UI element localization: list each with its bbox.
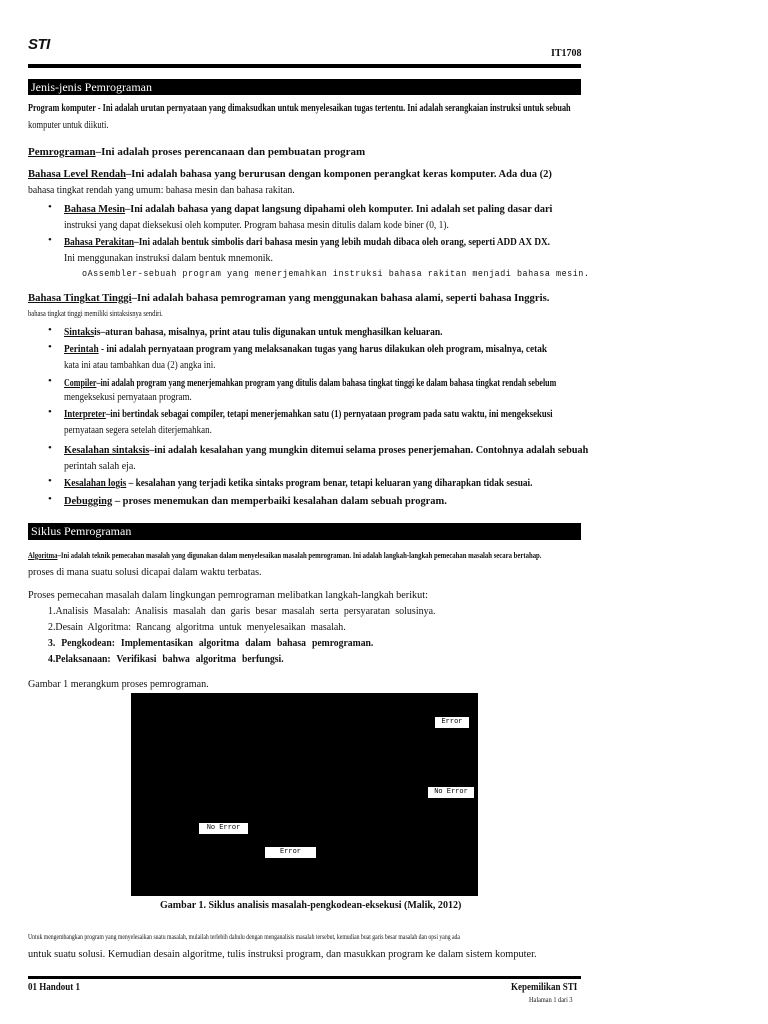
- paragraph-line: [28, 184, 331, 197]
- section-title-jenis: Jenis-jenis Pemrograman: [28, 79, 581, 95]
- text-line: 3. Pengkodean: Implementasikan algoritma dalam bahasa pemrograman.: [48, 637, 374, 649]
- document-code: IT1708: [551, 48, 582, 59]
- bullet-interpreter: [64, 408, 626, 421]
- text-line: Untuk mengembangkan program yang menyelesaikan suatu masalah, mulailah terlebih dahulu dengan menganalisis masalah tersebut, kemudian buat garis besar masalah dan opsi yang ada: [28, 933, 460, 941]
- term-debugging: Debugging: [64, 495, 113, 507]
- figure-cycle-diagram: [131, 693, 478, 896]
- text-line: komputer untuk diikuti.: [28, 120, 109, 131]
- bullet-sintaksis: [64, 326, 462, 339]
- term-kesalahan-sintaksis: Kesalahan sintaksis: [64, 444, 150, 456]
- text-line: Halaman 1 dari 3: [529, 996, 573, 1004]
- text-line: kata ini atau tambahkan dua (2) angka ini.: [64, 360, 216, 371]
- definition: - ini adalah pernyataan program yang melaksanakan tugas yang harus dilakukan oleh program, misalnya, cetak: [98, 344, 548, 355]
- paragraph-line: [28, 566, 282, 579]
- paragraph-program-komputer: [28, 102, 690, 115]
- step-1: [48, 605, 474, 618]
- term-pemrograman: Pemrograman: [28, 146, 96, 158]
- text-line: 2.Desain Algoritma: Rancang algoritma untuk menyelesaikan masalah.: [48, 621, 346, 633]
- term-sintaks: Sintaks: [64, 327, 95, 338]
- error-box: Error: [435, 717, 469, 728]
- paragraph-tingkat-tinggi: [28, 292, 566, 305]
- definition: –Ini adalah bahasa yang berurusan dengan komponen perangkat keras komputer. Ada dua (2): [125, 168, 552, 180]
- bullet-kesalahan-sintaksis: [64, 444, 634, 457]
- term-bahasa-mesin: Bahasa Mesin: [64, 203, 126, 215]
- definition: –Ini adalah bahasa yang dapat langsung dipahami oleh komputer. Ini adalah set paling dasar dari: [125, 203, 553, 215]
- text-line: 01 Handout 1: [28, 982, 81, 993]
- definition: –Ini adalah teknik pemecahan masalah yang digunakan dalam menyelesaikan masalah pemrograman. Ini adalah langkah-langkah pemecahan masalah secara bertahap.: [57, 551, 542, 560]
- definition: – kesalahan yang terjadi ketika sintaks program benar, tetapi keluaran yang diharapkan tidak sesuai.: [126, 478, 533, 489]
- text-line: perintah salah eja.: [64, 460, 136, 472]
- bullet-icon: •: [48, 324, 52, 336]
- bullet-icon: •: [48, 493, 52, 505]
- paragraph-line: [64, 424, 228, 437]
- term-kesalahan-logis: Kesalahan logis: [64, 478, 127, 489]
- definition: is–aturan bahasa, misalnya, print atau tulis digunakan untuk menghasilkan keluaran.: [94, 327, 443, 338]
- bullet-debugging: [64, 495, 467, 508]
- text-line: bahasa tingkat rendah yang umum: bahasa mesin dan bahasa rakitan.: [28, 184, 295, 196]
- definition: –ini adalah kesalahan yang mungkin ditemui selama proses penerjemahan. Contohnya adalah sebuah: [149, 444, 589, 456]
- text-line: Program komputer - Ini adalah urutan pernyataan yang dimaksudkan untuk menyelesaikan tugas tertentu. Ini adalah serangkaian instruksi untuk sebuah: [28, 103, 571, 114]
- text-line: 1.Analisis Masalah: Analisis masalah dan garis besar masalah serta persyaratan solusinya.: [48, 605, 436, 617]
- text-line: bahasa tingkat tinggi memiliki sintaksisnya sendiri.: [28, 309, 163, 318]
- bullet-icon: •: [48, 341, 52, 353]
- paragraph-pemrograman: [28, 146, 365, 159]
- text-line: Gambar 1. Siklus analisis masalah-pengkodean-eksekusi (Malik, 2012): [160, 899, 462, 911]
- bullet-bahasa-perakitan: [64, 236, 643, 249]
- text-line: Kepemilikan STI: [511, 982, 578, 993]
- definition: –Ini adalah bentuk simbolis dari bahasa mesin yang lebih mudah dibaca oleh orang, seperti ADD AX DX.: [134, 236, 550, 248]
- text-line: pernyataan segera setelah diterjemahkan.: [64, 425, 212, 436]
- paragraph-line: [64, 460, 144, 473]
- footer-ownership: [511, 981, 585, 994]
- bullet-compiler: [64, 377, 679, 390]
- paragraph-proses: [28, 589, 458, 602]
- paragraph-line: [28, 119, 123, 132]
- bullet-icon: •: [48, 234, 52, 246]
- definition: –ini adalah program yang menerjemahkan program yang ditulis dalam bahasa tingkat tinggi ke dalam bahasa tingkat rendah sebelum: [96, 378, 557, 389]
- paragraph-line: [64, 359, 232, 372]
- text-line: Proses pemecahan masalah dalam lingkungan pemrograman melibatkan langkah-langkah berikut:: [28, 589, 428, 601]
- section-title-siklus: Siklus Pemrograman: [28, 523, 581, 540]
- footer-page-number: [529, 994, 577, 1007]
- text-line: 4.Pelaksanaan: Verifikasi bahwa algoritma berfungsi.: [48, 653, 284, 665]
- step-3: [48, 637, 418, 650]
- bullet-icon: •: [48, 442, 52, 454]
- term-perintah: Perintah: [64, 344, 99, 355]
- bullet-icon: •: [48, 475, 52, 487]
- no-error-box: No Error: [428, 787, 474, 798]
- footer-rule: [28, 976, 581, 979]
- definition: –Ini adalah proses perencanaan dan pembuatan program: [95, 146, 366, 158]
- definition: –Ini adalah bahasa pemrograman yang menggunakan bahasa alami, seperti bahasa Inggris.: [131, 292, 550, 304]
- paragraph-algoritma: [28, 549, 639, 562]
- term-tingkat-tinggi: Bahasa Tingkat Tinggi: [28, 292, 132, 304]
- closing-paragraph: [28, 931, 555, 944]
- text-line: Ini menggunakan instruksi dalam bentuk mnemonik.: [64, 252, 273, 264]
- paragraph-line: [64, 391, 206, 404]
- header-rule: [28, 64, 581, 68]
- figure-intro: [28, 678, 224, 691]
- step-2: [48, 621, 379, 634]
- text-line: proses di mana suatu solusi dicapai dalam waktu terbatas.: [28, 566, 262, 578]
- paragraph-level-rendah: [28, 168, 574, 181]
- text-line: Gambar 1 merangkum proses pemrograman.: [28, 678, 209, 690]
- text-line: mengeksekusi pernyataan program.: [64, 392, 192, 403]
- bullet-kesalahan-logis: [64, 477, 568, 490]
- sti-logo: STI: [28, 36, 50, 53]
- paragraph-line: [28, 307, 192, 320]
- text-line: oAssembler-sebuah program yang menerjemahkan instruksi bahasa rakitan menjadi bahasa mesin.: [82, 268, 590, 279]
- term-compiler: Compiler: [64, 378, 97, 389]
- text-line: untuk suatu solusi. Kemudian desain algoritme, tulis instruksi program, dan masukkan program ke dalam sistem komputer.: [28, 948, 537, 960]
- bullet-icon: •: [48, 375, 52, 387]
- step-4: [48, 653, 316, 666]
- definition: – proses menemukan dan memperbaiki kesalahan dalam sebuah program.: [112, 495, 447, 507]
- error-box: Error: [265, 847, 316, 858]
- term-interpreter: Interpreter: [64, 409, 106, 420]
- text-line: instruksi yang dapat dieksekusi oleh komputer. Program bahasa mesin ditulis dalam kode biner (0, 1).: [64, 219, 449, 231]
- no-error-box: No Error: [199, 823, 248, 834]
- term-bahasa-perakitan: Bahasa Perakitan: [64, 236, 135, 248]
- term-algoritma: Algoritma: [28, 551, 58, 560]
- paragraph-line: [28, 948, 569, 961]
- paragraph-line: [64, 252, 296, 265]
- figure-caption: [160, 899, 491, 912]
- assembler-line: [82, 267, 655, 280]
- footer-handout: [28, 981, 86, 994]
- bullet-bahasa-mesin: [64, 203, 589, 216]
- paragraph-line: [64, 219, 512, 232]
- definition: –ini bertindak sebagai compiler, tetapi menerjemahkan satu (1) pernyataan program pada satu waktu, ini mengeksekusi: [105, 409, 553, 420]
- bullet-icon: •: [48, 201, 52, 213]
- bullet-icon: •: [48, 406, 52, 418]
- bullet-perintah: [64, 343, 583, 356]
- term-level-rendah: Bahasa Level Rendah: [28, 168, 126, 180]
